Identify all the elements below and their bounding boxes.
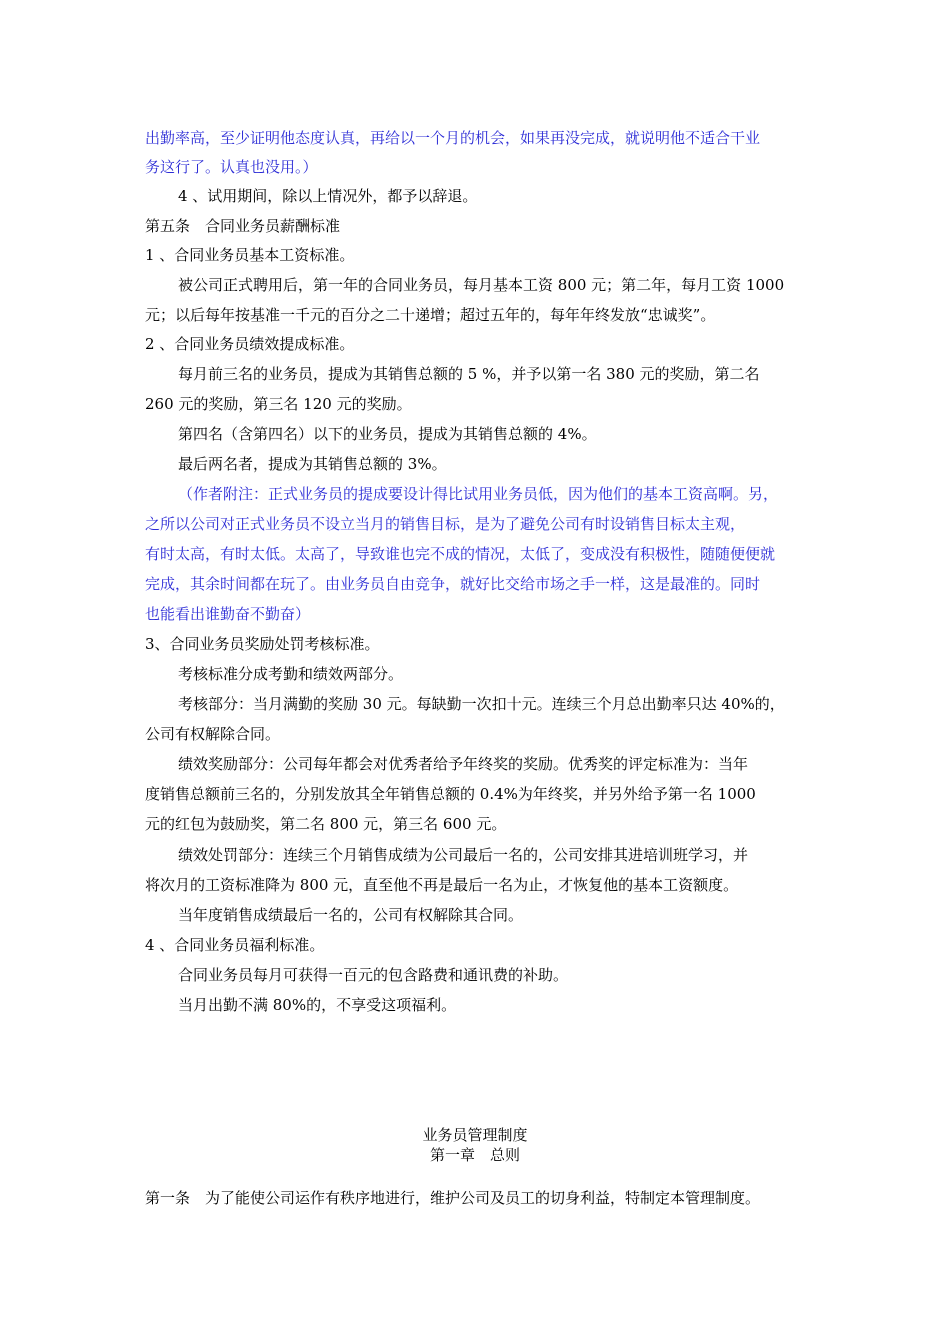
- author-note-line: 完成，其余时间都在玩了。由业务员自由竞争，就好比交给市场之手一样，这是最准的。同时: [145, 575, 761, 593]
- section-heading: 第五条 合同业务员薪酬标准: [145, 217, 341, 235]
- paragraph-line: 260 元的奖励，第三名 120 元的奖励。: [145, 395, 412, 413]
- author-note-line: 有时太高，有时太低。太高了，导致谁也完不成的情况，太低了，变成没有积极性，随随便便就: [145, 545, 776, 563]
- chapter-title: 第一章 总则: [429, 1146, 520, 1164]
- paragraph-line: 合同业务员每月可获得一百元的包含路费和通讯费的补助。: [178, 966, 569, 984]
- paragraph-line: 每月前三名的业务员，提成为其销售总额的 5 %，并予以第一名 380 元的奖励，第二名: [178, 365, 760, 383]
- paragraph-line: 绩效奖励部分：公司每年都会对优秀者给予年终奖的奖励。优秀奖的评定标准为：当年: [178, 755, 749, 773]
- paragraph-line: 出勤率高，至少证明他态度认真，再给以一个月的机会，如果再没完成，就说明他不适合干业: [145, 129, 761, 147]
- paragraph-line: 元；以后每年按基准一千元的百分之二十递增；超过五年的，每年年终发放“忠诚奖”。: [145, 306, 716, 324]
- author-note-line: 之所以公司对正式业务员不设立当月的销售目标，是为了避免公司有时设销售目标太主观，: [145, 515, 746, 533]
- author-note-line: （作者附注：正式业务员的提成要设计得比试用业务员低，因为他们的基本工资高啊。另，: [178, 485, 779, 503]
- paragraph-line: 当年度销售成绩最后一名的，公司有权解除其合同。: [178, 906, 524, 924]
- paragraph-line: 公司有权解除合同。: [145, 725, 281, 743]
- paragraph-line: 被公司正式聘用后，第一年的合同业务员，每月基本工资 800 元；第二年，每月工资 1000: [178, 276, 785, 294]
- paragraph-line: 将次月的工资标准降为 800 元，直至他不再是最后一名为止，才恢复他的基本工资额度。: [145, 876, 739, 894]
- paragraph-line: 2 、合同业务员绩效提成标准。: [145, 335, 355, 353]
- author-note-line: 也能看出谁勤奋不勤奋）: [145, 605, 311, 623]
- paragraph-line: 3、合同业务员奖励处罚考核标准。: [145, 635, 380, 653]
- paragraph-line: 4 、合同业务员福利标准。: [145, 936, 325, 954]
- paragraph-line: 最后两名者，提成为其销售总额的 3%。: [178, 455, 447, 473]
- paragraph-line: 元的红包为鼓励奖，第二名 800 元，第三名 600 元。: [145, 815, 507, 833]
- paragraph-line: 绩效处罚部分：连续三个月销售成绩为公司最后一名的，公司安排其进培训班学习，并: [178, 846, 749, 864]
- article-one: 第一条 为了能使公司运作有秩序地进行，维护公司及员工的切身利益，特制定本管理制度。: [145, 1189, 761, 1207]
- paragraph-line: 务这行了。认真也没用。）: [145, 158, 318, 176]
- paragraph-line: 4 、试用期间，除以上情况外，都予以辞退。: [178, 187, 478, 205]
- document-title: 业务员管理制度: [422, 1126, 528, 1144]
- paragraph-line: 考核部分：当月满勤的奖励 30 元。每缺勤一次扣十元。连续三个月总出勤率只达 40%的，: [178, 695, 785, 713]
- paragraph-line: 度销售总额前三名的，分别发放其全年销售总额的 0.4%为年终奖，并另外给予第一名 1000: [145, 785, 756, 803]
- paragraph-line: 第四名（含第四名）以下的业务员，提成为其销售总额的 4%。: [178, 425, 597, 443]
- paragraph-line: 当月出勤不满 80%的，不享受这项福利。: [178, 996, 457, 1014]
- paragraph-line: 考核标准分成考勤和绩效两部分。: [178, 665, 404, 683]
- paragraph-line: 1 、合同业务员基本工资标准。: [145, 246, 355, 264]
